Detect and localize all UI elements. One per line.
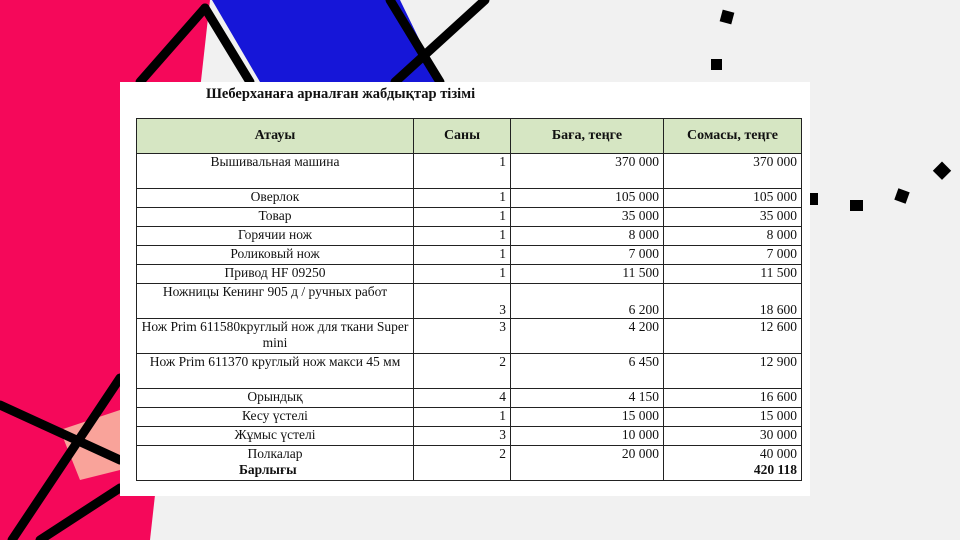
cell-price: 10 000 [511, 427, 664, 446]
cell-qty: 3 [414, 319, 511, 354]
equipment-sheet [120, 82, 810, 496]
equipment-table [136, 118, 802, 481]
cell-price: 7 000 [511, 246, 664, 265]
total-value: 420 118 [753, 462, 797, 477]
cell-qty: 1 [414, 189, 511, 208]
table-row [137, 246, 802, 265]
cell-sum: 11 500 [664, 265, 802, 284]
cell-price: 20 000 [511, 446, 664, 481]
cell-qty: 2 [414, 446, 511, 481]
cell-price: 15 000 [511, 408, 664, 427]
cell-name: Вышивальная машина [137, 154, 414, 189]
cell-name: Ножницы Кенинг 905 д / ручных работ [137, 284, 414, 319]
cell-price: 11 500 [511, 265, 664, 284]
cell-qty: 1 [414, 208, 511, 227]
cell-name: Нож Prim 611580круглый нож для ткани Super mini [137, 319, 414, 354]
cell-qty: 3 [414, 284, 511, 319]
cell-name: Нож Prim 611370 круглый нож макси 45 мм [137, 354, 414, 389]
table-row [137, 284, 802, 319]
cell-sum: 7 000 [664, 246, 802, 265]
cell-qty: 2 [414, 354, 511, 389]
cell-price: 8 000 [511, 227, 664, 246]
shelves-name: Полкалар [247, 446, 303, 461]
cell-name: Привод HF 09250 [137, 265, 414, 284]
cell-price: 370 000 [511, 154, 664, 189]
cell-qty: 1 [414, 154, 511, 189]
table-row-shelves-total [137, 446, 802, 481]
table-row [137, 354, 802, 389]
table-row [137, 189, 802, 208]
table-row [137, 319, 802, 354]
table-row [137, 427, 802, 446]
cell-name [137, 446, 414, 481]
header-qty: Саны [414, 119, 511, 154]
cell-sum: 16 600 [664, 389, 802, 408]
cell-sum: 105 000 [664, 189, 802, 208]
table-header-row [137, 119, 802, 154]
cell-sum: 30 000 [664, 427, 802, 446]
table-row [137, 389, 802, 408]
cell-name: Жұмыс үстелі [137, 427, 414, 446]
header-price: Баға, теңге [511, 119, 664, 154]
total-label: Барлығы [239, 462, 297, 477]
table-row [137, 208, 802, 227]
cell-sum: 35 000 [664, 208, 802, 227]
cell-name: Товар [137, 208, 414, 227]
table-row [137, 408, 802, 427]
shelves-sum: 40 000 [759, 446, 797, 461]
cell-sum [664, 446, 802, 481]
cell-name: Орындық [137, 389, 414, 408]
cell-sum: 15 000 [664, 408, 802, 427]
cell-price: 35 000 [511, 208, 664, 227]
cell-price: 105 000 [511, 189, 664, 208]
cell-sum: 12 900 [664, 354, 802, 389]
table-row [137, 154, 802, 189]
cell-name: Кесу үстелі [137, 408, 414, 427]
cell-price: 6 450 [511, 354, 664, 389]
cell-sum: 12 600 [664, 319, 802, 354]
cell-qty: 4 [414, 389, 511, 408]
table-row [137, 227, 802, 246]
table-row [137, 265, 802, 284]
cell-qty: 1 [414, 246, 511, 265]
cell-qty: 1 [414, 408, 511, 427]
sheet-title: Шеберханаға арналған жабдықтар тізімі [206, 86, 476, 102]
cell-name: Горячии нож [137, 227, 414, 246]
cell-qty: 1 [414, 227, 511, 246]
cell-sum: 370 000 [664, 154, 802, 189]
cell-price: 4 150 [511, 389, 664, 408]
cell-price: 4 200 [511, 319, 664, 354]
cell-price: 6 200 [511, 284, 664, 319]
header-name: Атауы [137, 119, 414, 154]
cell-sum: 8 000 [664, 227, 802, 246]
cell-qty: 3 [414, 427, 511, 446]
cell-name: Роликовый нож [137, 246, 414, 265]
cell-sum: 18 600 [664, 284, 802, 319]
cell-name: Оверлок [137, 189, 414, 208]
header-sum: Сомасы, теңге [664, 119, 802, 154]
cell-qty: 1 [414, 265, 511, 284]
